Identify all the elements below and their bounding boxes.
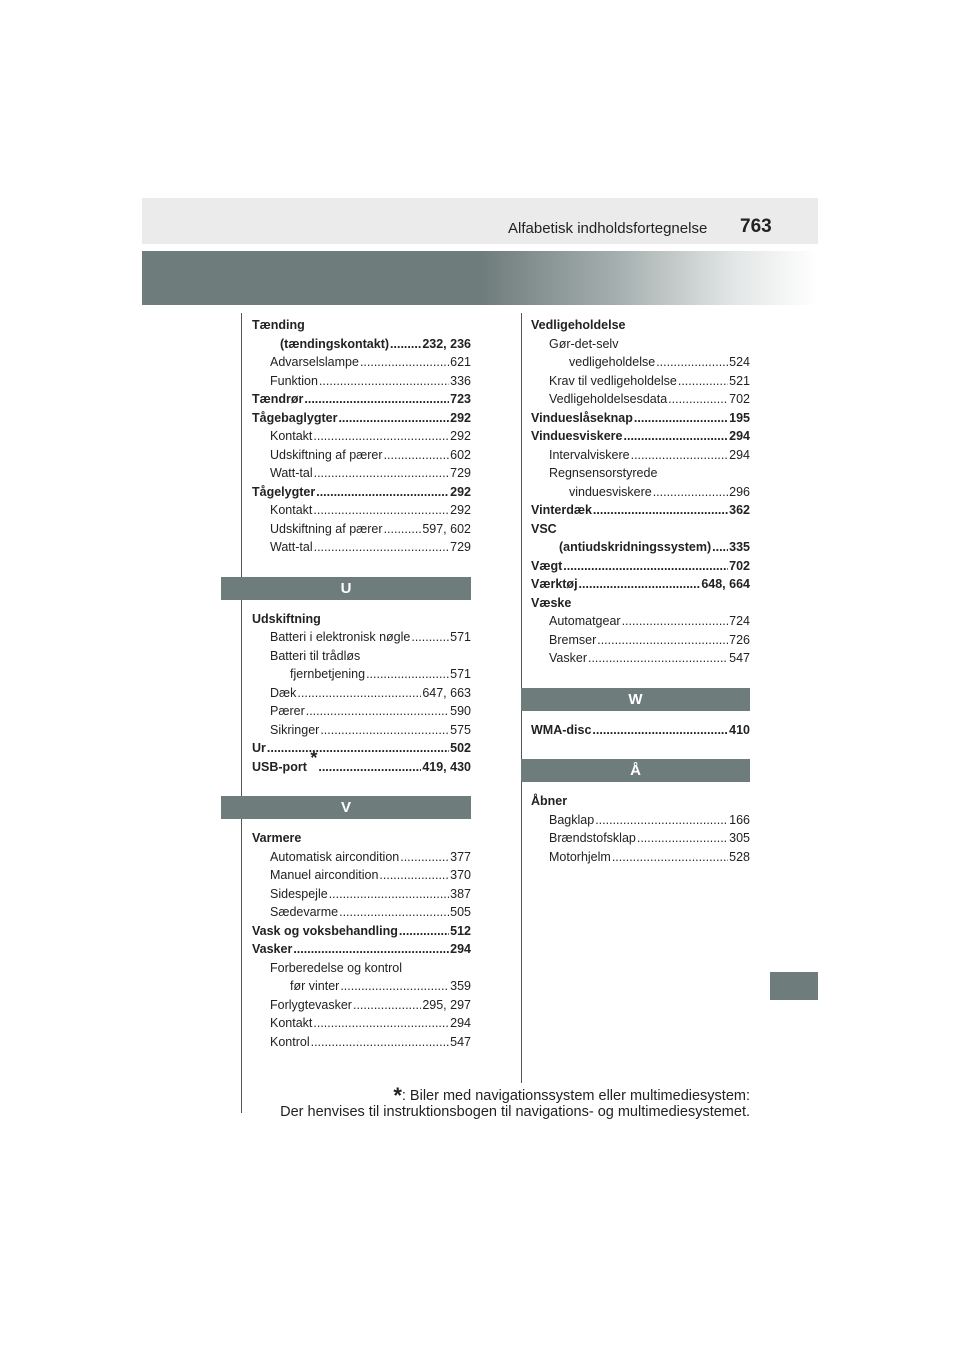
- index-entry: Ur ..... 502: [252, 739, 471, 758]
- index-heading: VSC: [531, 521, 557, 536]
- header-gradient-band: [142, 251, 818, 305]
- index-subentry: Kontrol ..... 547: [252, 1033, 471, 1052]
- index-entry: (tændingskontakt) ..... 232, 236: [252, 335, 471, 354]
- letter-heading-aa: Å: [521, 759, 750, 782]
- index-subentry: Watt-tal ..... 729: [252, 464, 471, 483]
- index-subentry: fjernbetjening ..... 571: [252, 665, 471, 684]
- index-subentry: Kontakt ..... 294: [252, 1014, 471, 1033]
- index-subentry: Motorhjelm ..... 528: [531, 848, 750, 867]
- index-entry: Tændrør ..... 723: [252, 390, 471, 409]
- index-subentry: vinduesviskere ..... 296: [531, 483, 750, 502]
- index-subentry: Kontakt ..... 292: [252, 427, 471, 446]
- index-subentry: Sidespejle ..... 387: [252, 885, 471, 904]
- index-subentry: Vedligeholdelsesdata ..... 702: [531, 390, 750, 409]
- footnote-marker: *: [310, 748, 318, 769]
- index-entry: Vasker ..... 294: [252, 940, 471, 959]
- index-heading: Væske: [531, 595, 572, 610]
- index-subentry: Bremser ..... 726: [531, 631, 750, 650]
- index-column-right: [531, 316, 750, 866]
- index-subentry: Sikringer ..... 575: [252, 721, 471, 740]
- index-entry: Tågebaglygter ..... 292: [252, 409, 471, 428]
- index-subentry: Intervalviskere ..... 294: [531, 446, 750, 465]
- index-subentry: Bagklap ..... 166: [531, 811, 750, 830]
- index-subentry: Watt-tal ..... 729: [252, 538, 471, 557]
- footnote-line-1: *: Biler med navigationssystem eller multimediesystem:: [393, 1083, 750, 1108]
- index-entry: WMA-disc ..... 410: [531, 721, 750, 740]
- footnote-line-2: Der henvises til instruktionsbogen til navigations- og multimediesystemet.: [280, 1104, 750, 1120]
- index-subentry: Pærer ..... 590: [252, 702, 471, 721]
- index-subentry: Dæk ..... 647, 663: [252, 684, 471, 703]
- index-subentry: Batteri i elektronisk nøgle ..... 571: [252, 628, 471, 647]
- page-header-title: Alfabetisk indholdsfortegnelse: [508, 220, 708, 237]
- index-subentry: Advarselslampe ..... 621: [252, 353, 471, 372]
- index-subentry: vedligeholdelse ..... 524: [531, 353, 750, 372]
- index-subentry: Brændstofsklap ..... 305: [531, 829, 750, 848]
- index-entry: Værktøj ..... 648, 664: [531, 575, 750, 594]
- index-subentry: Forlygtevasker ..... 295, 297: [252, 996, 471, 1015]
- index-subentry: Udskiftning af pærer ..... 597, 602: [252, 520, 471, 539]
- letter-heading-v: V: [221, 796, 471, 819]
- index-subentry: Automatisk aircondition ..... 377: [252, 848, 471, 867]
- index-subentry: Manuel aircondition ..... 370: [252, 866, 471, 885]
- index-entry: Tågelygter ..... 292: [252, 483, 471, 502]
- index-entry: Vinterdæk ..... 362: [531, 501, 750, 520]
- index-subentry: Sædevarme ..... 505: [252, 903, 471, 922]
- index-heading: Varmere: [252, 831, 302, 845]
- index-subentry-text: Forberedelse og kontrol: [270, 960, 403, 975]
- index-entry: Vægt ..... 702: [531, 557, 750, 576]
- index-subentry: Funktion ..... 336: [252, 372, 471, 391]
- index-heading: Udskiftning: [252, 611, 321, 626]
- index-subentry: Krav til vedligeholdelse ..... 521: [531, 372, 750, 391]
- index-subentry-text: Gør-det-selv: [549, 336, 619, 351]
- index-heading: Åbner: [531, 794, 568, 808]
- section-side-tab: [770, 972, 818, 1000]
- index-subentry: Vasker ..... 547: [531, 649, 750, 668]
- index-column-left: [252, 316, 471, 1051]
- index-heading: Vedligeholdelse: [531, 318, 626, 332]
- letter-heading-u: U: [221, 577, 471, 600]
- index-entry: Vinduesviskere ..... 294: [531, 427, 750, 446]
- footnote-star: *: [393, 1083, 402, 1108]
- index-entry: (antiudskridningssystem) ..... 335: [531, 538, 750, 557]
- index-entry: Vindueslåseknap ..... 195: [531, 409, 750, 428]
- page-number: 763: [740, 216, 772, 237]
- index-subentry-text: Batteri til trådløs: [270, 648, 361, 663]
- index-subentry-text: Regnsensorstyrede: [549, 466, 658, 480]
- index-subentry: Automatgear ..... 724: [531, 612, 750, 631]
- index-entry: USB-port * ..... 419, 430: [252, 758, 471, 777]
- index-subentry: Kontakt ..... 292: [252, 501, 471, 520]
- left-column-rule: [241, 313, 242, 1113]
- index-entry: Vask og voksbehandling ..... 512: [252, 922, 471, 941]
- index-heading: Tænding: [252, 318, 305, 332]
- header-bar: [142, 198, 818, 244]
- letter-heading-w: W: [521, 688, 750, 711]
- index-subentry: Udskiftning af pærer ..... 602: [252, 446, 471, 465]
- index-subentry: før vinter ..... 359: [252, 977, 471, 996]
